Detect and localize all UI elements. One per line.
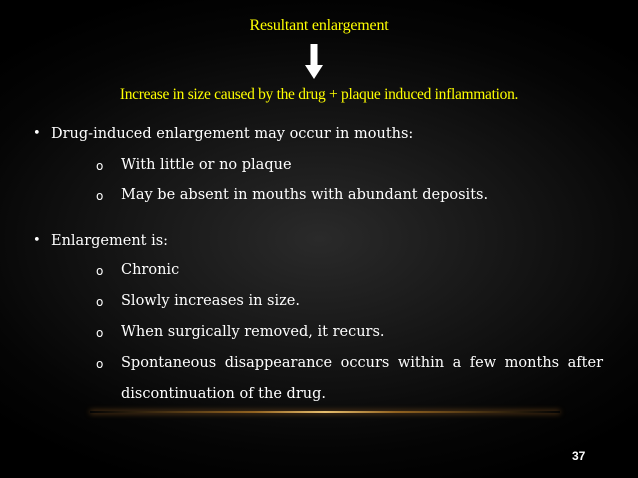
slide-heading-increase: Increase in size caused by the drug + plaque induced inflammation. — [119, 86, 519, 103]
sub-marker: o — [96, 264, 104, 278]
bullet-text: Drug-induced enlargement may occur in mouths: — [51, 126, 414, 142]
sub-marker: o — [96, 357, 104, 371]
down-arrow-icon — [305, 44, 323, 80]
sub-list-item — [96, 157, 603, 173]
bullet-item — [33, 233, 168, 249]
sub-item-text: Slowly increases in size. — [121, 293, 300, 309]
bullet-marker: • — [33, 126, 41, 141]
page-number: 37 — [572, 449, 586, 463]
sub-marker: o — [96, 326, 104, 340]
bullet-marker: • — [33, 233, 41, 248]
accent-glow-line — [90, 411, 560, 413]
sub-list-item-continuation — [96, 386, 603, 402]
sub-list-item — [96, 355, 603, 371]
sub-item-text: Spontaneous disappearance occurs within a few months after — [121, 355, 603, 371]
sub-list-item — [96, 324, 603, 340]
sub-list-item — [96, 262, 603, 278]
slide-heading-resultant: Resultant enlargement — [249, 17, 389, 34]
sub-marker: o — [96, 295, 104, 309]
bullet-text: Enlargement is: — [51, 233, 169, 249]
sub-item-text: May be absent in mouths with abundant deposits. — [121, 187, 489, 203]
sub-marker: o — [96, 159, 104, 173]
sub-item-text: discontinuation of the drug. — [121, 386, 326, 402]
bullet-item — [33, 126, 413, 142]
sub-list-item — [96, 293, 603, 309]
sub-list-item — [96, 187, 603, 203]
sub-marker: o — [96, 189, 104, 203]
sub-item-text: With little or no plaque — [121, 157, 292, 173]
sub-item-text: When surgically removed, it recurs. — [121, 324, 385, 340]
sub-item-text: Chronic — [121, 262, 180, 278]
